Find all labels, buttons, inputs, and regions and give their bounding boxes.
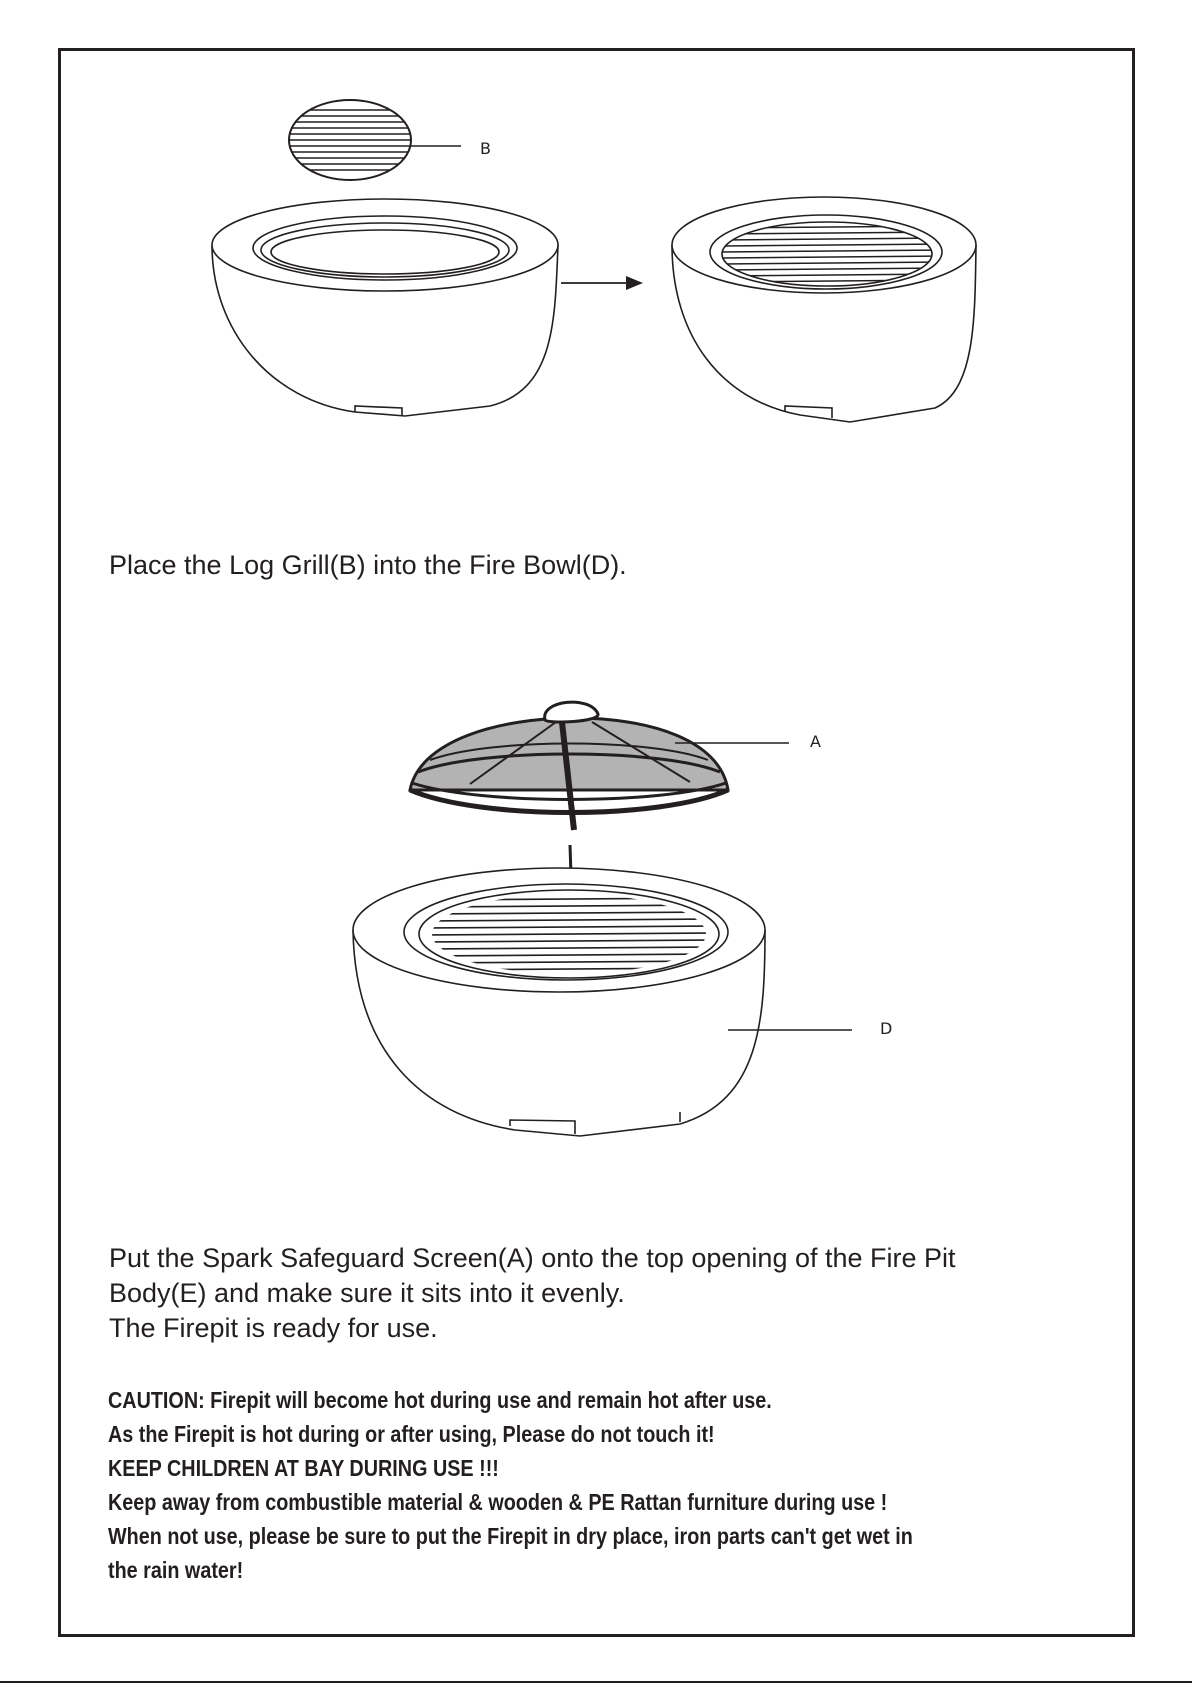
label-b: B	[480, 139, 491, 158]
fire-bowl-empty	[212, 199, 558, 416]
instruction-line: The Firepit is ready for use.	[109, 1313, 438, 1343]
caution-line: When not use, please be sure to put the Firepit in dry place, iron parts can't get wet in	[108, 1523, 913, 1549]
log-grill	[285, 100, 415, 180]
instruction-line: Body(E) and make sure it sits into it evenly.	[109, 1278, 625, 1308]
caution-line: Keep away from combustible material & wooden & PE Rattan furniture during use !	[108, 1489, 888, 1515]
step2-instruction	[109, 1241, 956, 1346]
caution-notice	[108, 1383, 1071, 1587]
page-bottom-rule	[0, 1681, 1192, 1683]
label-d: D	[880, 1019, 893, 1038]
caution-line: KEEP CHILDREN AT BAY DURING USE !!!	[108, 1455, 499, 1481]
fire-bowl-with-grill	[672, 197, 976, 422]
caution-line: the rain water!	[108, 1557, 244, 1583]
label-a: A	[810, 732, 821, 751]
instruction-line: Put the Spark Safeguard Screen(A) onto the top opening of the Fire Pit	[109, 1243, 956, 1273]
step-arrow-right	[561, 276, 643, 290]
spark-screen-a	[410, 702, 728, 830]
caution-line: As the Firepit is hot during or after using, Please do not touch it!	[108, 1421, 715, 1447]
step1-instruction: Place the Log Grill(B) into the Fire Bowl(D).	[109, 550, 627, 580]
caution-line: CAUTION: Firepit will become hot during use and remain hot after use.	[108, 1387, 772, 1413]
fire-bowl-d	[353, 868, 765, 1136]
